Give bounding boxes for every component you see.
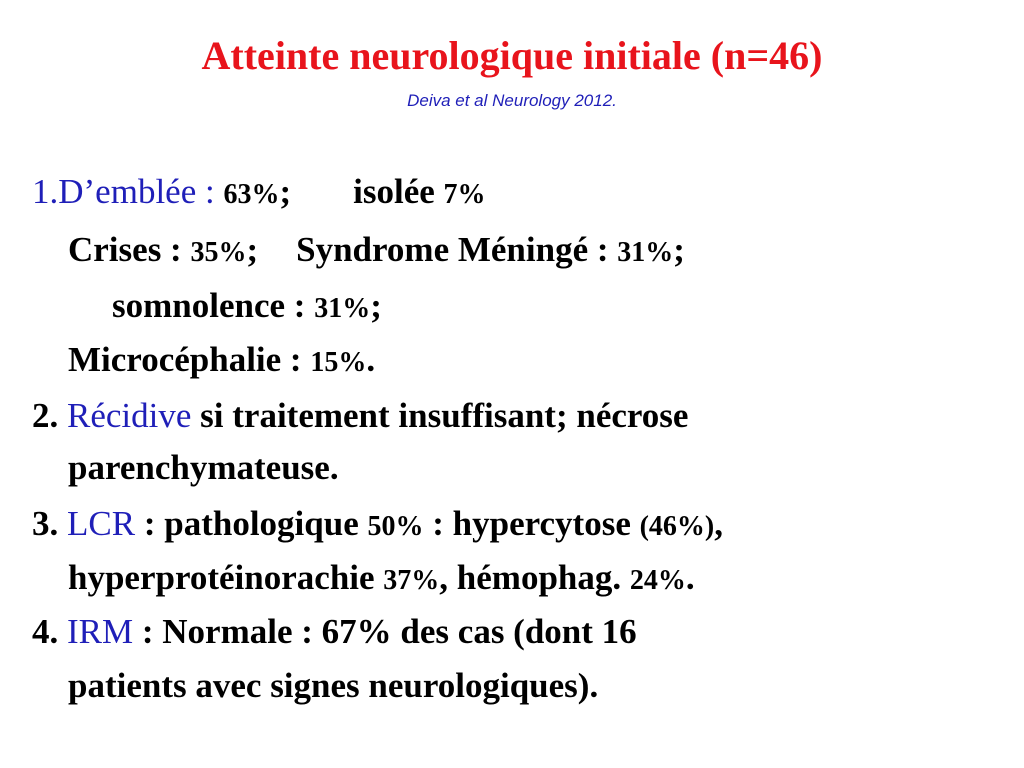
lcr-pct-hypercytose: (46%) bbox=[639, 511, 715, 542]
microcephalie-sep: . bbox=[366, 340, 376, 379]
item-3-number: 3. bbox=[32, 504, 67, 543]
crises-label: Crises : bbox=[68, 230, 191, 269]
somnolence-sep: ; bbox=[370, 286, 382, 325]
item-2-line bbox=[32, 394, 688, 438]
item-3-line bbox=[32, 502, 723, 549]
lcr-pct-pathologique: 50% bbox=[367, 511, 424, 542]
reference-citation: Deiva et al Neurology 2012. bbox=[407, 91, 617, 110]
meninge-label: Syndrome Méningé : bbox=[296, 230, 618, 269]
lcr-text-f: . bbox=[685, 558, 695, 597]
item-1-heading: D’emblée : bbox=[58, 172, 224, 211]
lcr-text-d: hyperprotéinorachie bbox=[68, 558, 384, 597]
item-1-line bbox=[32, 170, 486, 217]
lcr-text-e: , hémophag. bbox=[439, 558, 630, 597]
item-4-line bbox=[32, 610, 637, 654]
item-4-number: 4. bbox=[32, 612, 67, 651]
item-2-number: 2. bbox=[32, 396, 67, 435]
lcr-pct-hyperproteinorachie: 37% bbox=[383, 565, 440, 596]
meninge-pct: 31% bbox=[617, 237, 674, 268]
item-1-number: 1. bbox=[32, 172, 59, 211]
microcephalie-pct: 15% bbox=[310, 347, 367, 378]
somnolence-line bbox=[112, 284, 382, 331]
crises-sep: ; bbox=[246, 230, 259, 269]
microcephalie-label: Microcéphalie : bbox=[68, 340, 311, 379]
somnolence-pct: 31% bbox=[314, 293, 371, 324]
meninge-sep: ; bbox=[673, 230, 685, 269]
isolee-label: isolée bbox=[353, 172, 444, 211]
item-2-heading: Récidive bbox=[67, 396, 192, 435]
lcr-text-b: : hypercytose bbox=[423, 504, 640, 543]
lcr-text-c: , bbox=[714, 504, 724, 543]
somnolence-label: somnolence : bbox=[112, 286, 315, 325]
item-1-pct: 63% bbox=[223, 179, 280, 210]
item-1-sep: ; bbox=[279, 172, 292, 211]
item-3-heading: LCR bbox=[67, 504, 136, 543]
item-2-text: si traitement insuffisant; nécrose bbox=[191, 396, 689, 435]
crises-line bbox=[68, 228, 685, 275]
isolee-pct: 7% bbox=[443, 179, 486, 210]
page-title: Atteinte neurologique initiale (n=46) bbox=[201, 33, 823, 78]
item-4-continuation: patients avec signes neurologiques). bbox=[68, 666, 599, 705]
crises-pct: 35% bbox=[190, 237, 247, 268]
item-2-continuation: parenchymateuse. bbox=[68, 448, 339, 487]
item-3-continuation bbox=[68, 556, 695, 603]
item-4-heading: IRM bbox=[67, 612, 134, 651]
item-4-text: : Normale : 67% des cas (dont 16 bbox=[133, 612, 637, 651]
microcephalie-line bbox=[68, 338, 375, 385]
lcr-pct-hemophag: 24% bbox=[629, 565, 686, 596]
lcr-text-a: : pathologique bbox=[135, 504, 368, 543]
